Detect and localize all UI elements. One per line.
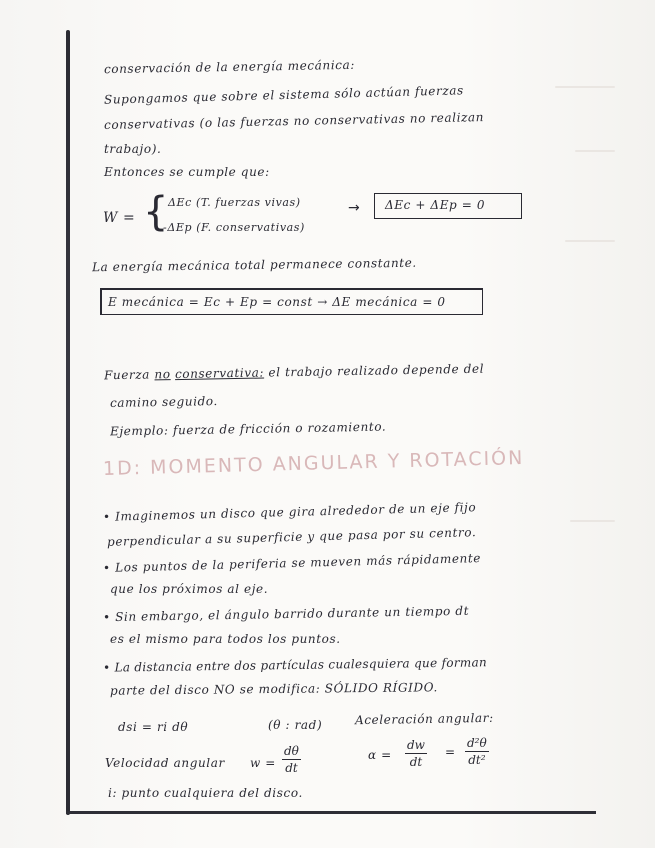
fraction-numerator: dw [407, 738, 425, 752]
text-line: Ejemplo: fuerza de fricción o rozamiento. [109, 419, 387, 439]
velocity-label: Velocidad angular [105, 756, 225, 770]
section-heading: 1D: MOMENTO ANGULAR Y ROTACIÓN [102, 446, 525, 480]
underlined-word: no [154, 367, 171, 382]
energy-equation: E mecánica = Ec + Ep = const → ΔE mecánica = 0 [108, 295, 446, 309]
bullet-line: • La distancia entre dos partículas cualesquiera que forman [102, 655, 488, 675]
text-line: Supongamos que sobre el sistema sólo actúan fuerzas [103, 83, 464, 107]
bullet-line: • Sin embargo, el ángulo barrido durante un tiempo dt [102, 603, 470, 625]
bleed-mark [555, 86, 615, 88]
text-line: i: punto cualquiera del disco. [108, 786, 303, 800]
text-line: conservativas (o las fuerzas no conservativas no realizan [103, 110, 485, 132]
fraction-denominator: dt [285, 761, 298, 775]
work-symbol: W = [103, 210, 136, 226]
fraction-numerator: d²θ [467, 736, 487, 750]
fraction-denominator: dt [409, 755, 423, 769]
bullet-line: que los próximos al eje. [110, 582, 269, 596]
text-line: trabajo). [104, 142, 162, 156]
page-bottom-edge [66, 811, 596, 814]
brace: { [143, 189, 169, 235]
fraction-denominator: dt² [468, 753, 486, 767]
bullet-line: • Imaginemos un disco que gira alrededor de un eje fijo [102, 500, 477, 524]
equals-sign: = [445, 745, 456, 759]
acceleration-label: Aceleración angular: [354, 710, 494, 728]
text-line: camino seguido. [109, 394, 219, 410]
alpha-second-fraction [465, 736, 489, 767]
text-line [104, 362, 484, 383]
bleed-mark [575, 150, 615, 152]
bullet-line: perpendicular a su superficie y que pasa por su centro. [106, 525, 477, 549]
angle-units: (θ : rad) [268, 718, 323, 732]
result-equation: ΔEc + ΔEp = 0 [385, 198, 486, 212]
fraction-numerator: dθ [284, 744, 299, 758]
text-line: La energía mecánica total permanece constante. [91, 255, 417, 275]
bullet-line: parte del disco NO se modifica: SÓLIDO RÍGIDO. [109, 680, 438, 698]
result-box [374, 193, 522, 219]
text-fragment: el trabajo realizado depende del [268, 361, 485, 380]
underlined-word: conservativa: [174, 365, 265, 382]
alpha-fraction [405, 738, 427, 769]
text-line: conservación de la energía mecánica: [103, 57, 356, 77]
bleed-mark [565, 240, 615, 242]
brace-bottom: -ΔEp (F. conservativas) [163, 221, 305, 234]
text-line: Entonces se cumple que: [104, 165, 270, 179]
arc-length-eq: dsi = ri dθ [118, 720, 189, 734]
bleed-mark [570, 520, 615, 522]
bullet-line: es el mismo para todos los puntos. [110, 632, 341, 646]
energy-box [100, 288, 483, 315]
arrow-icon: → [348, 200, 360, 216]
alpha-symbol: α = [368, 748, 392, 762]
omega-fraction [282, 744, 301, 775]
bullet-line: • Los puntos de la periferia se mueven más rápidamente [102, 551, 482, 575]
omega-symbol: w = [250, 756, 276, 770]
brace-top: ΔEc (T. fuerzas vivas) [168, 196, 301, 209]
page-left-edge [66, 30, 70, 815]
text-fragment: Fuerza [103, 367, 151, 383]
